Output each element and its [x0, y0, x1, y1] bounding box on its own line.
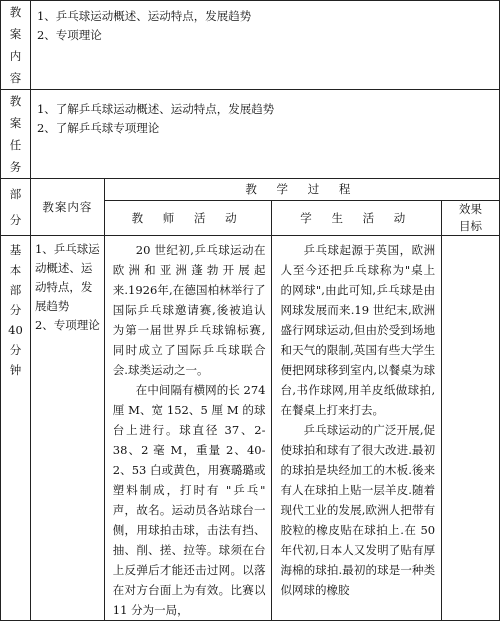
row-lesson-task [1, 90, 500, 179]
effect-goal-header [442, 201, 500, 236]
label-char: 40 [8, 323, 23, 337]
label-char: 分 [9, 303, 22, 317]
task-line: 2、了解乒乓球专项理论 [36, 121, 160, 135]
student-activity-text [272, 236, 442, 621]
label-char: 教 [9, 94, 22, 108]
content-line: 展趋势 [34, 299, 70, 313]
effect-goal-cell [442, 236, 500, 621]
content-line: 动概述、运 [34, 261, 93, 275]
row-header-top [1, 179, 500, 201]
label-char: 基 [9, 243, 22, 257]
content-line: 2、专项理论 [34, 318, 100, 332]
student-paragraph: 乒乓球运动的广泛开展,促使球拍和球有了很大改进.最初的球拍是块经加工的木板.後来有人在球拍上贴一层羊皮.随着现代工业的发展,欧洲人把带有胶粒的橡皮贴在球拍上.在 50 年代初,日本人又发明了贴有厚海棉的球拍.最初的球是一种类似网球的橡胶 [280, 423, 436, 597]
teacher-paragraph: 20 世纪初,乒乓球运动在欧洲和亚洲蓬勃开展起来.1926年,在德国柏林举行了国际乒乓球邀请赛,後被追认为第一届世界乒乓球锦标赛,同时成立了国际乒乓球联合会.球类运动之一。 [112, 243, 266, 377]
basic-part-content [30, 236, 104, 621]
label-char: 教 [9, 5, 22, 19]
content-column-header: 教案内容 [30, 179, 104, 236]
lesson-task-label [1, 90, 31, 179]
teacher-activity-header: 教 师 活 动 [104, 201, 272, 236]
effect-label-line: 效果 [459, 202, 483, 216]
teaching-process-header: 教 学 过 程 [104, 179, 499, 201]
label-char: 务 [9, 160, 22, 174]
content-line: 1、乒乓球运动概述、运动特点，发展趋势 [36, 9, 252, 23]
student-activity-header: 学 生 活 动 [272, 201, 442, 236]
effect-label-line: 目标 [459, 219, 483, 233]
teacher-activity-text [104, 236, 272, 621]
content-line: 1、乒乓球运 [34, 242, 100, 256]
student-paragraph: 乒乓球起源于英国，欧洲人至今还把乒乓球称为"桌上的网球",由此可知,乒乓球是由网球发展而来.19 世纪末,欧洲盛行网球运动,但由於受到场地和天气的限制,英国有些大学生便把网球移到室内,以餐桌为球台,书作球网,用羊皮纸做球拍,在餐桌上打来打去。 [280, 243, 436, 417]
lesson-content-label [1, 1, 31, 90]
label-char: 分 [9, 213, 22, 227]
label-char: 案 [9, 116, 22, 130]
lesson-task-text [30, 90, 499, 179]
part-label [1, 179, 31, 236]
lesson-content-text [30, 1, 499, 90]
label-char: 内 [9, 49, 22, 63]
label-char: 钟 [9, 363, 22, 377]
task-line: 1、了解乒乓球运动概述、运动特点，发展趋势 [36, 102, 275, 116]
label-char: 任 [9, 138, 22, 152]
label-char: 容 [9, 71, 22, 85]
label-char: 部 [9, 187, 22, 201]
row-basic-part [1, 236, 500, 621]
label-char: 案 [9, 27, 22, 41]
label-char: 分 [9, 343, 22, 357]
teacher-paragraph: 在中间隔有横网的长 274 厘 M、宽 152、5 厘 M 的球台上进行。球直径 37、2-38、2 毫 M，重量 2、40-2、53 白或黄色，用赛璐璐或塑料制成，打时有 "乒乓" 声，故名。运动员各站球台一侧，用球拍击球，击法有挡、抽、削、搓、拉等。球须在台上反弹后才能还击过网。以落在对方台面上为有效。比赛以 11 分为一局， [112, 383, 266, 617]
label-char: 本 [9, 263, 22, 277]
content-line: 2、专项理论 [36, 28, 102, 42]
content-line: 动特点，发 [34, 280, 93, 294]
row-lesson-content [1, 1, 500, 90]
label-char: 部 [9, 283, 22, 297]
basic-part-label [1, 236, 31, 621]
